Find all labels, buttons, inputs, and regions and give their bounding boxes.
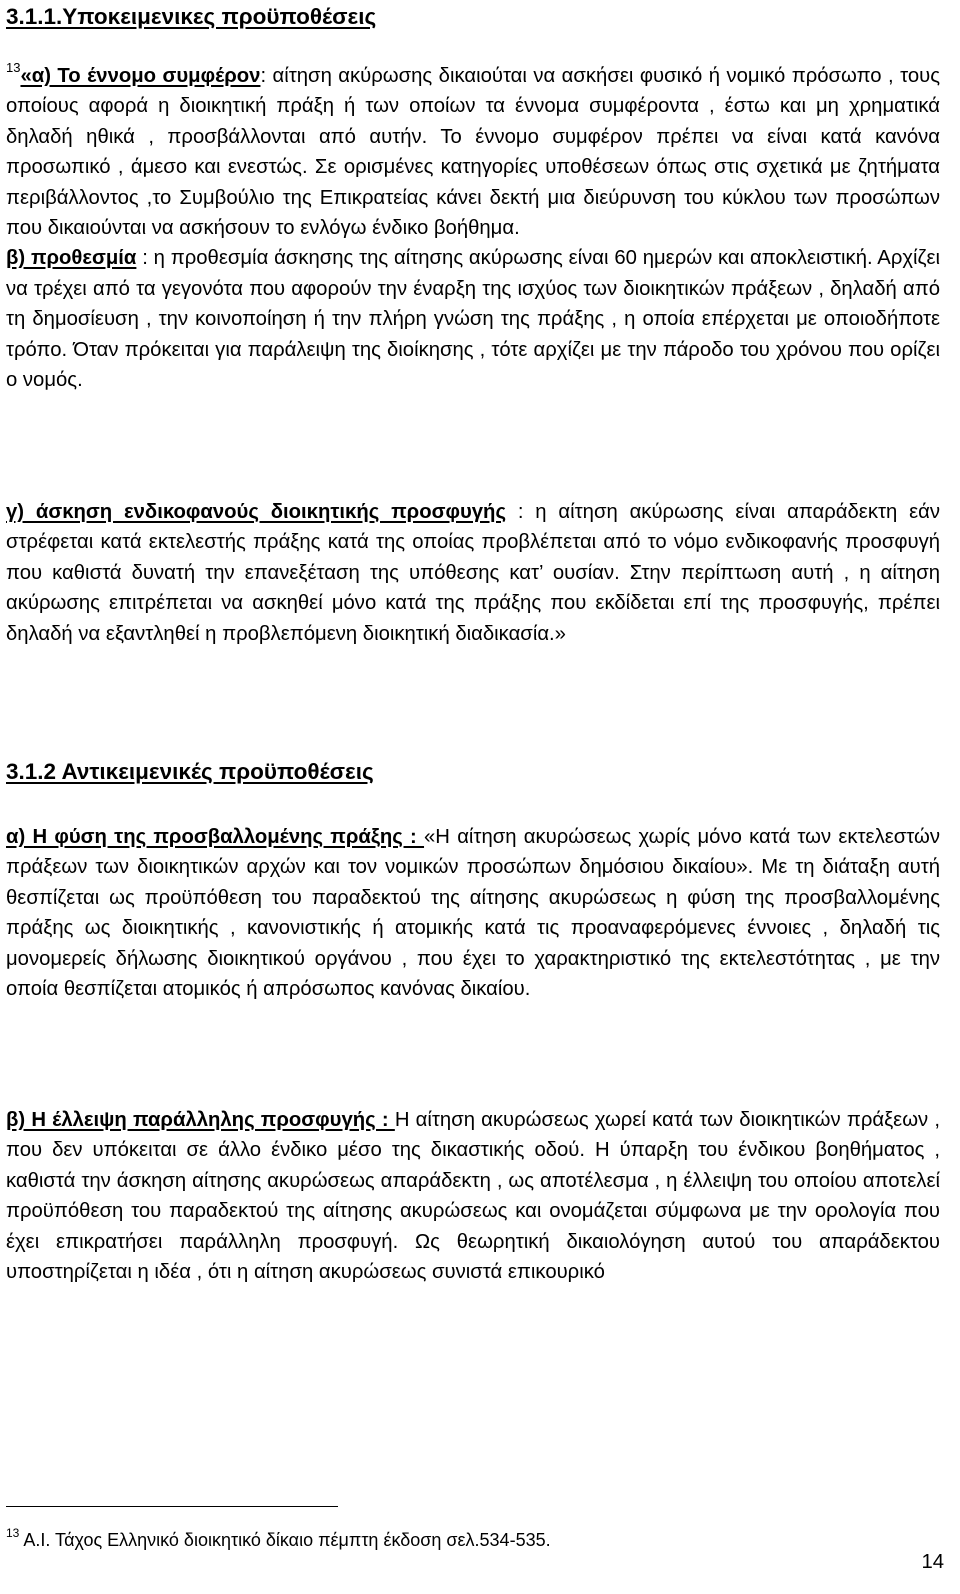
paragraph-nature-of-act: [6, 822, 940, 1004]
item-label-parallel-remedy: β) Η έλλειψη παράλληλης προσφυγής :: [6, 1109, 395, 1131]
item-text-nature-of-act: «Η αίτηση ακυρώσεως χωρίς μόνο κατά των εκτελεστών πράξεων των διοικητικών αρχών και τον νομικών προσώπων δημόσιου δικαίου». Με τη διάταξη αυτή θεσπίζεται ως προϋπόθεση του παραδεκτού της αίτησης ακυρώσεως η φύση της προσβαλλομένης πράξης ως διοικητικής , κανονιστικής ή ατομικής κατά τις προαναφερόμενες έννοιες , δηλαδή τις μονομερείς δήλωσης διοικητικού οργάνου , που έχει το χαρακτηριστικό της εκτελεστότητας , με την οποία θεσπίζεται ατομικός ή απρόσωπος κανόνας δικαίου.: [6, 826, 940, 1001]
item-text-deadline: : η προθεσμία άσκησης της αίτησης ακύρωσης είναι 60 ημερών και αποκλειστική. Αρχίζει να τρέχει από τα γεγονότα που αφορούν την έναρξη της ισχύος των διοικητικών πράξεων , δηλαδή από τη δημοσίευση , την κοινοποίηση ή την πλήρη γνώση της πράξης , η οποία επέρχεται με οποιοδήποτε τρόπο. Όταν πρόκειται για παράλειψη της διοίκησης , τότε αρχίζει με την πάροδο του χρόνου που ορίζει ο νομός.: [6, 247, 940, 392]
item-label-administrative-appeal: γ) άσκηση ενδικοφανούς διοικητικής προσφυγής: [6, 501, 506, 523]
footnote-reference[interactable]: 13: [6, 60, 21, 75]
item-label-legal-interest: «α) Το έννομο συμφέρον: [20, 65, 261, 87]
footnote-separator: [6, 1506, 338, 1507]
footnote: [6, 1528, 551, 1552]
page-number: 14: [921, 1551, 944, 1573]
item-text-legal-interest: : αίτηση ακύρωσης δικαιούται να ασκήσει φυσικό ή νομικό πρόσωπο , τους οποίους αφορά η διοικητική πράξη ή των οποίων τα έννομα συμφέροντα , έστω και μη χρηματικά δηλαδή ηθικά , προσβάλλονται από αυτήν. Το έννομο συμφέρον πρέπει να είναι κατά κανόνα προσωπικό , άμεσο και ενεστώς. Σε ορισμένες κατηγορίες υποθέσεων όπως στις σχετικά με ζητήματα περιβάλλοντος ,το Συμβούλιο της Επικρατείας κάνει δεκτή μια διεύρυνση του κύκλου των προσώπων που δικαιούνται να ασκήσουν το ενλόγω ένδικο βοήθημα.: [6, 65, 940, 240]
footnote-number: 13: [6, 1526, 20, 1540]
section-heading-3-1-1: 3.1.1.Υποκειμενικες προϋποθέσεις: [6, 4, 377, 29]
item-label-nature-of-act: α) Η φύση της προσβαλλομένης πράξης :: [6, 826, 425, 848]
section-heading-3-1-2: 3.1.2 Αντικειμενικές προϋποθέσεις: [6, 759, 374, 784]
paragraph-legal-interest-and-deadline: [6, 61, 940, 395]
paragraph-parallel-remedy: [6, 1105, 940, 1287]
item-label-deadline: β) προθεσμία: [6, 247, 137, 270]
item-text-administrative-appeal: : η αίτηση ακύρωσης είναι απαράδεκτη εάν στρέφεται κατά εκτελεστής πράξης κατά της οποίας προβλέπεται από το νόμο ενδικοφανής προσφυγή που καθιστά δυνατή την επανεξέταση της υπόθεσης κατ’ ουσίαν. Στην περίπτωση αυτή , η αίτηση ακύρωσης επιτρέπεται να ασκηθεί μόνο κατά της πράξης που εκδίδεται επί της προσφυγής, πρέπει δηλαδή να εξαντληθεί η προβλεπόμενη διοικητική διαδικασία.»: [6, 501, 940, 645]
footnote-text: Α.Ι. Τάχος Ελληνικό διοικητικό δίκαιο πέμπτη έκδοση σελ.534-535.: [19, 1530, 551, 1550]
paragraph-administrative-appeal: [6, 497, 940, 649]
item-text-parallel-remedy: Η αίτηση ακυρώσεως χωρεί κατά των διοικητικών πράξεων , που δεν υπόκειται σε άλλο ένδικο μέσο της δικαστικής οδού. Η ύπαρξη του ένδικου βοηθήματος , καθιστά την άσκηση αίτησης ακυρώσεως απαράδεκτη , ως αποτέλεσμα , η έλλειψη του οποίου αποτελεί προϋπόθεση του παραδεκτού της αίτησης ακυρώσεως και ονομάζεται σύμφωνα με την ορολογία που έχει επικρατήσει παράλληλη προσφυγή. Ως θεωρητική δικαιολόγηση αυτού του απαράδεκτου υποστηρίζεται η ιδέα , ότι η αίτηση ακυρώσεως συνιστά επικουρικό: [6, 1109, 941, 1284]
